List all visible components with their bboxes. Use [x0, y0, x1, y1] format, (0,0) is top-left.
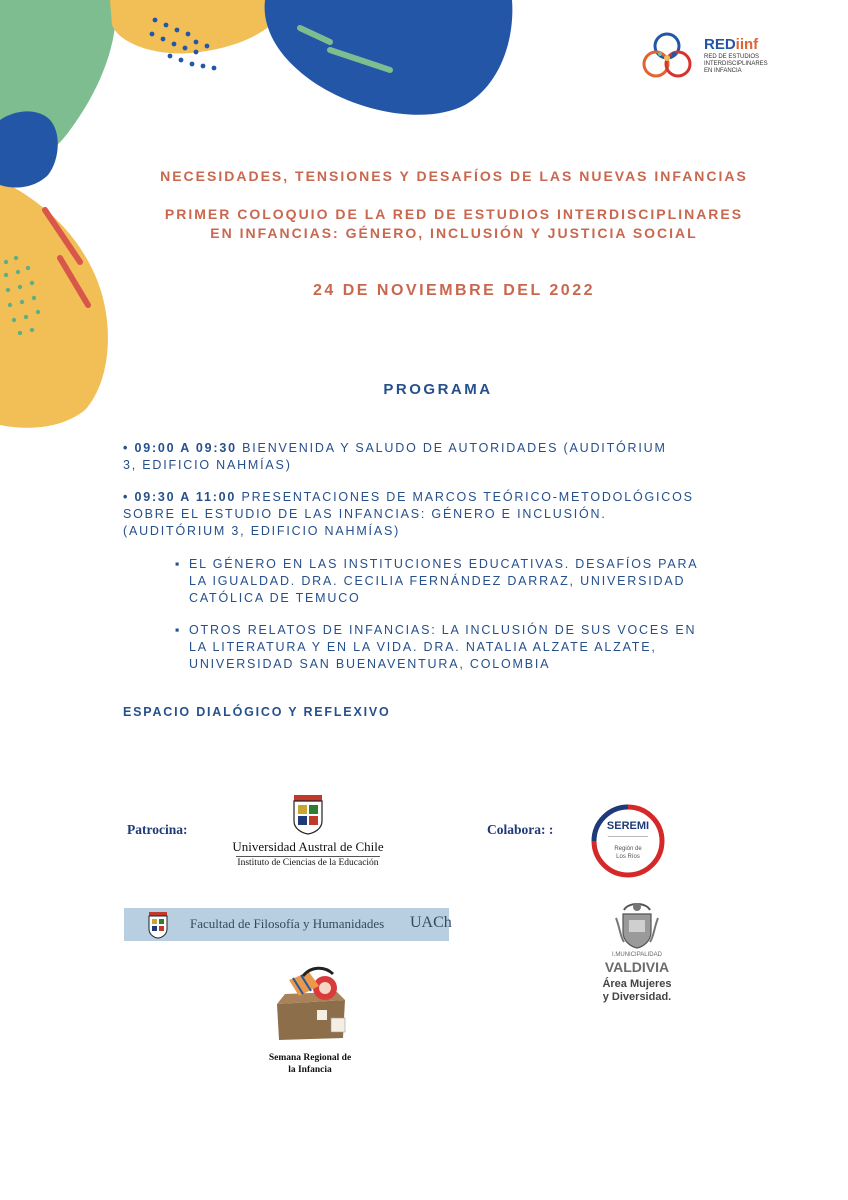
valdivia-pre: I.MUNICIPALIDAD: [612, 952, 662, 958]
valdivia-area-line: Área Mujeres: [602, 978, 672, 990]
program-subitem: [175, 622, 765, 673]
seremi-region-line: Región de: [614, 846, 642, 852]
semana-infancia-logo: [255, 966, 365, 1081]
seremi-ring-icon: [590, 803, 666, 879]
logo-subtitle-line: INTERDISCIPLINARES: [704, 61, 768, 67]
logo-name: [704, 36, 758, 53]
faculty-banner: [124, 908, 452, 941]
logo-name-iinf: iinf: [735, 36, 759, 53]
event-title: NECESIDADES, TENSIONES Y DESAFÍOS DE LAS NUEVAS INFANCIAS: [160, 168, 748, 184]
subitem-text: OTROS RELATOS DE INFANCIAS: LA INCLUSIÓN DE SUS VOCES EN: [189, 623, 697, 637]
item-text: BIENVENIDA Y SALUDO DE AUTORIDADES (AUDITÓRIUM: [242, 441, 667, 455]
program-title: PROGRAMA: [383, 381, 493, 398]
event-subtitle-line: PRIMER COLOQUIO DE LA RED DE ESTUDIOS INTERDISCIPLINARES: [164, 206, 744, 222]
item-text: (AUDITÓRIUM 3, EDIFICIO NAHMÍAS): [123, 524, 401, 538]
valdivia-name: VALDIVIA: [604, 959, 670, 975]
valdivia-area: [592, 978, 682, 1004]
seremi-region: [590, 845, 666, 861]
valdivia-area-line: y Diversidad.: [602, 991, 672, 1003]
faculty-crest-icon: [146, 911, 170, 939]
valdivia-logo: [592, 900, 682, 1010]
item-time: 09:00 A 09:30: [134, 441, 237, 455]
seremi-logo: [590, 803, 666, 879]
event-date: 24 DE NOVIEMBRE DEL 2022: [312, 282, 595, 299]
uach-institute: Instituto de Ciencias de la Educación: [237, 858, 379, 868]
item-text: SOBRE EL ESTUDIO DE LAS INFANCIAS: GÉNERO E INCLUSIÓN.: [123, 507, 607, 521]
faculty-banner-text: Facultad de Filosofía y Humanidades: [190, 916, 385, 931]
item-time: 09:30 A 11:00: [134, 490, 237, 504]
toy-box-icon: [263, 966, 357, 1042]
subitem-text: CATÓLICA DE TEMUCO: [189, 591, 361, 605]
semana-label: [255, 1052, 365, 1076]
subitem-bullet: ▪: [175, 557, 182, 571]
event-subtitle-line: EN INFANCIAS: GÉNERO, INCLUSIÓN Y JUSTICIA SOCIAL: [210, 225, 698, 241]
subitem-bullet: ▪: [175, 623, 182, 637]
uach-crest-icon: [290, 793, 326, 835]
rediinf-logo: [638, 28, 818, 88]
logo-name-red: RED: [704, 36, 736, 53]
semana-label-line: la Infancia: [288, 1065, 332, 1075]
seremi-name: SEREMI: [606, 820, 650, 832]
uach-name: Universidad Austral de Chile: [232, 839, 384, 854]
item-text: PRESENTACIONES DE MARCOS TEÓRICO-METODOLÓGICOS: [241, 490, 694, 504]
item-bullet: •: [123, 441, 130, 455]
subitem-text: LA IGUALDAD. DRA. CECILIA FERNÁNDEZ DARRAZ, UNIVERSIDAD: [189, 574, 686, 588]
logo-subtitle-line: EN INFANCIA: [704, 68, 742, 74]
subitem-text: UNIVERSIDAD SAN BUENAVENTURA, COLOMBIA: [189, 657, 551, 671]
subitem-text: EL GÉNERO EN LAS INSTITUCIONES EDUCATIVAS. DESAFÍOS PARA: [189, 557, 699, 571]
item-bullet: •: [123, 490, 130, 504]
program-item: [123, 440, 763, 474]
logo-subtitle: [704, 54, 768, 75]
uach-logo: [228, 793, 388, 873]
seremi-region-line: Los Ríos: [616, 854, 640, 860]
closing-text: ESPACIO DIALÓGICO Y REFLEXIVO: [123, 705, 391, 719]
patrocina-label: Patrocina:: [127, 822, 188, 837]
valdivia-crest-icon: [614, 900, 660, 950]
rings-logo-icon: [638, 28, 696, 86]
program-item: [123, 489, 763, 540]
logo-subtitle-line: RED DE ESTUDIOS: [704, 54, 760, 60]
item-text: 3, EDIFICIO NAHMÍAS): [123, 458, 292, 472]
semana-label-line: Semana Regional de: [268, 1053, 352, 1063]
subitem-text: LA LITERATURA Y EN LA VIDA. DRA. NATALIA ALZATE ALZATE,: [189, 640, 657, 654]
program-subitem: [175, 556, 765, 607]
colabora-label: Colabora: :: [487, 822, 554, 837]
event-subtitle: [90, 205, 818, 243]
faculty-banner-abbr: UACh: [410, 914, 452, 931]
